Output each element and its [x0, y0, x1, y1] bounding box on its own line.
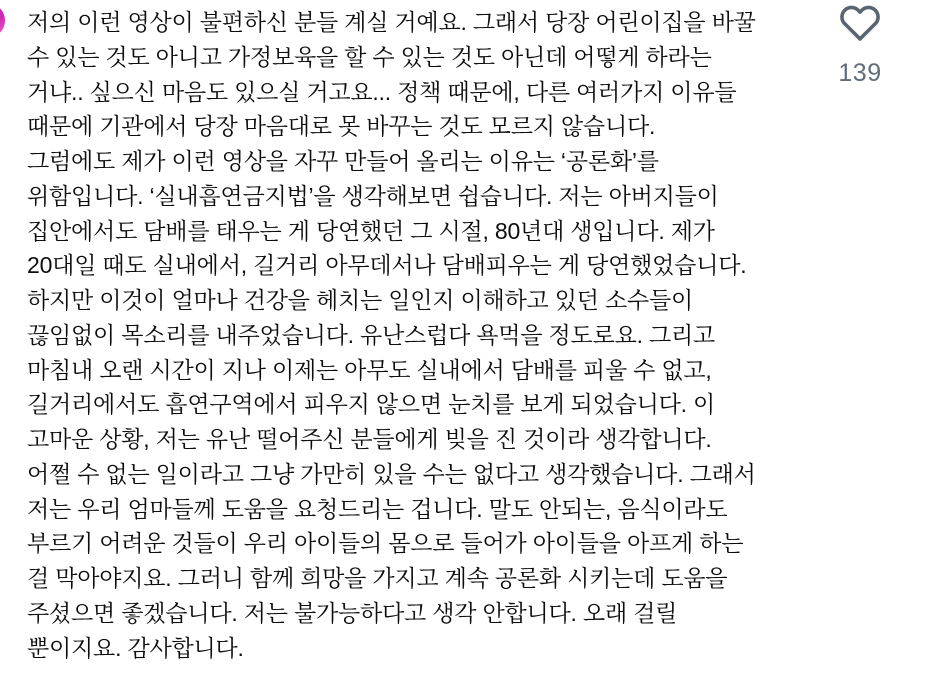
comment-text-line: 고마운 상황, 저는 유난 떨어주신 분들에게 빚을 진 것이라 생각합니다. — [27, 426, 712, 452]
comment-text-line: 수 있는 것도 아니고 가정보육을 할 수 있는 것도 아닌데 어떻게 하라는 — [27, 43, 712, 70]
comment-text-line: 주셨으면 좋겠습니다. 저는 불가능하다고 생각 안합니다. 오래 걸릴 — [27, 599, 678, 626]
reaction-column — [827, 4, 893, 88]
comment-body — [27, 5, 807, 665]
comment-text-line: 거냐.. 싶으신 마음도 있으실 거고요... 정책 때문에, 다른 여러가지 이유들 — [27, 78, 737, 105]
comment-text-line: 어쩔 수 없는 일이라고 그냥 가만히 있을 수는 없다고 생각했습니다. 그래서 — [27, 460, 756, 487]
comment-text-line: 때문에 기관에서 당장 마음대로 못 바꾸는 것도 모르지 않습니다. — [27, 113, 656, 140]
comment-text-line: 그럼에도 제가 이런 영상을 자꾸 만들어 올리는 이유는 ‘공론화’를 — [27, 148, 659, 174]
comment-text-line: 20대일 때도 실내에서, 길거리 아무데서나 담배피우는 게 당연했었습니다. — [27, 252, 747, 279]
comment-text-line: 위함입니다. ‘실내흡연금지법’을 생각해보면 쉽습니다. 저는 아버지들이 — [27, 182, 719, 209]
comment-text-line: 걸 막아야지요. 그러니 함께 희망을 가지고 계속 공론화 시키는데 도움을 — [27, 565, 728, 591]
comment-text-line: 하지만 이것이 얼마나 건강을 헤치는 일인지 이해하고 있던 소수들이 — [27, 287, 694, 313]
like-button[interactable] — [839, 4, 881, 42]
heart-icon — [839, 30, 881, 45]
comment-text-line: 집안에서도 담배를 태우는 게 당연했던 그 시절, 80년대 생입니다. 제가 — [27, 217, 715, 244]
comment-text-line: 뿐이지요. 감사합니다. — [27, 634, 244, 661]
comment-text-line: 끊임없이 목소리를 내주었습니다. 유난스럽다 욕먹을 정도로요. 그리고 — [27, 321, 716, 348]
comment-text-line: 길거리에서도 흡연구역에서 피우지 않으면 눈치를 보게 되었습니다. 이 — [27, 391, 716, 418]
comment-text-line: 마침내 오랜 시간이 지나 이제는 아무도 실내에서 담배를 피울 수 없고, — [27, 356, 712, 383]
comment-text-line: 저의 이런 영상이 불편하신 분들 계실 거예요. 그래서 당장 어린이집을 바꿀 — [27, 9, 756, 35]
like-count: 139 — [838, 59, 882, 87]
avatar[interactable] — [0, 3, 5, 38]
comment-text-line: 부르기 어려운 것들이 우리 아이들의 몸으로 들어가 아이들을 아프게 하는 — [27, 530, 744, 557]
comment-text-line: 저는 우리 엄마들께 도움을 요청드리는 겁니다. 말도 안되는, 음식이라도 — [27, 495, 728, 522]
